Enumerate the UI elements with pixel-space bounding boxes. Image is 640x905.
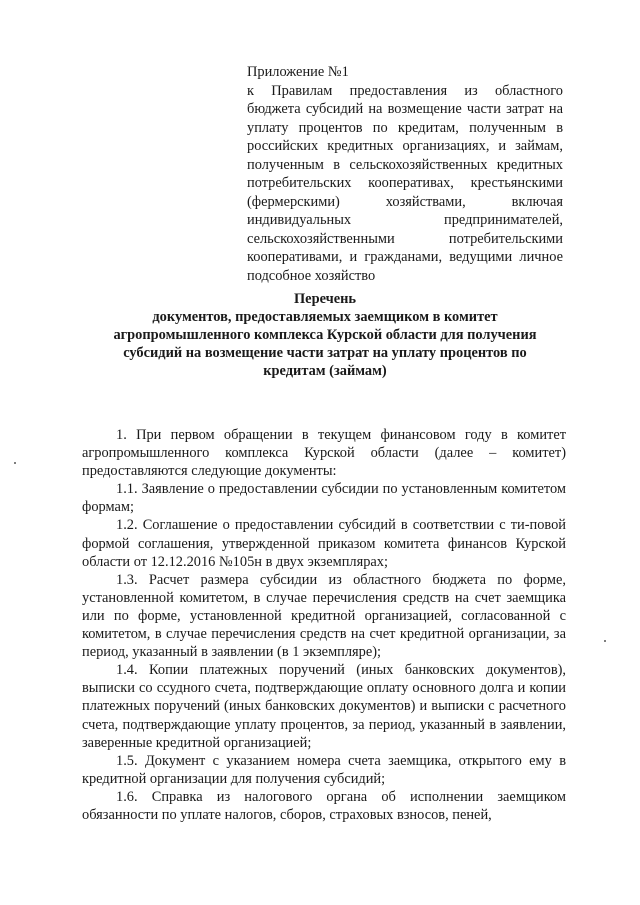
appendix-text: к Правилам предоставления из областного бюджета субсидий на возмещение части затрат на уплату процентов по кредитам, полученным в российских кредитных организациях, и займам, полученным в сельскохозяйственных кредитных потребительских кооперативах, крестьянскими (фермерскими) хозяйствами, включая индивидуальных предпринимателей, сельскохозяйственными потребительскими кооперативами, и гражданами, ведущими личное подсобное хозяйство <box>247 82 563 284</box>
paragraph-1-3: 1.3. Расчет размера субсидии из областного бюджета по форме, установленной комитетом, в случае перечисления средств на счет заемщика или по форме, установленной кредитной организацией, согласованной с комитетом, в случае перечисления средств на счет кредитной организации, за период, указанный в заявлении (в 1 экземпляре); <box>82 571 566 661</box>
document-title-line: субсидий на возмещение части затрат на уплату процентов по <box>123 345 527 361</box>
paragraph-1-2: 1.2. Соглашение о предоставлении субсидий в соответствии с ти-повой формой соглашения, утвержденной приказом комитета финансов Курской области от 12.12.2016 №105н в двух экземплярах; <box>82 517 566 570</box>
paragraph-1-4: 1.4. Копии платежных поручений (иных банковских документов), выписки со ссудного счета, подтверждающие оплату основного долга и копии платежных поручений (иных банковских документов) и выписки с расчетного счета, подтверждающие уплату процентов, за период, указанный в заявлении, заверенные кредитной организацией; <box>82 662 566 751</box>
appendix-block <box>247 63 563 285</box>
document-title-line: агропромышленного комплекса Курской области для получения <box>113 327 537 343</box>
document-title-line: документов, предоставляемых заемщиком в комитет <box>152 309 498 325</box>
document-title <box>84 290 566 380</box>
document-title-line: Перечень <box>293 291 357 307</box>
scan-speck <box>14 462 16 464</box>
paragraph-1: 1. При первом обращении в текущем финансовом году в комитет агропромышленного комплекса Курской области (далее – комитет) предоставляются следующие документы: <box>82 427 566 480</box>
scan-speck <box>604 640 606 642</box>
paragraph-1-1: 1.1. Заявление о предоставлении субсидии по установленным комитетом формам; <box>82 481 566 516</box>
document-title-line: кредитам (займам) <box>263 363 387 379</box>
appendix-title: Приложение №1 <box>247 64 349 80</box>
paragraph-1-5: 1.5. Документ с указанием номера счета заемщика, открытого ему в кредитной организации для получения субсидий; <box>82 752 566 787</box>
paragraph-1-6: 1.6. Справка из налогового органа об исполнении заемщиком обязанности по уплате налогов, сборов, страховых взносов, пеней, <box>82 788 566 823</box>
document-body <box>82 426 566 824</box>
